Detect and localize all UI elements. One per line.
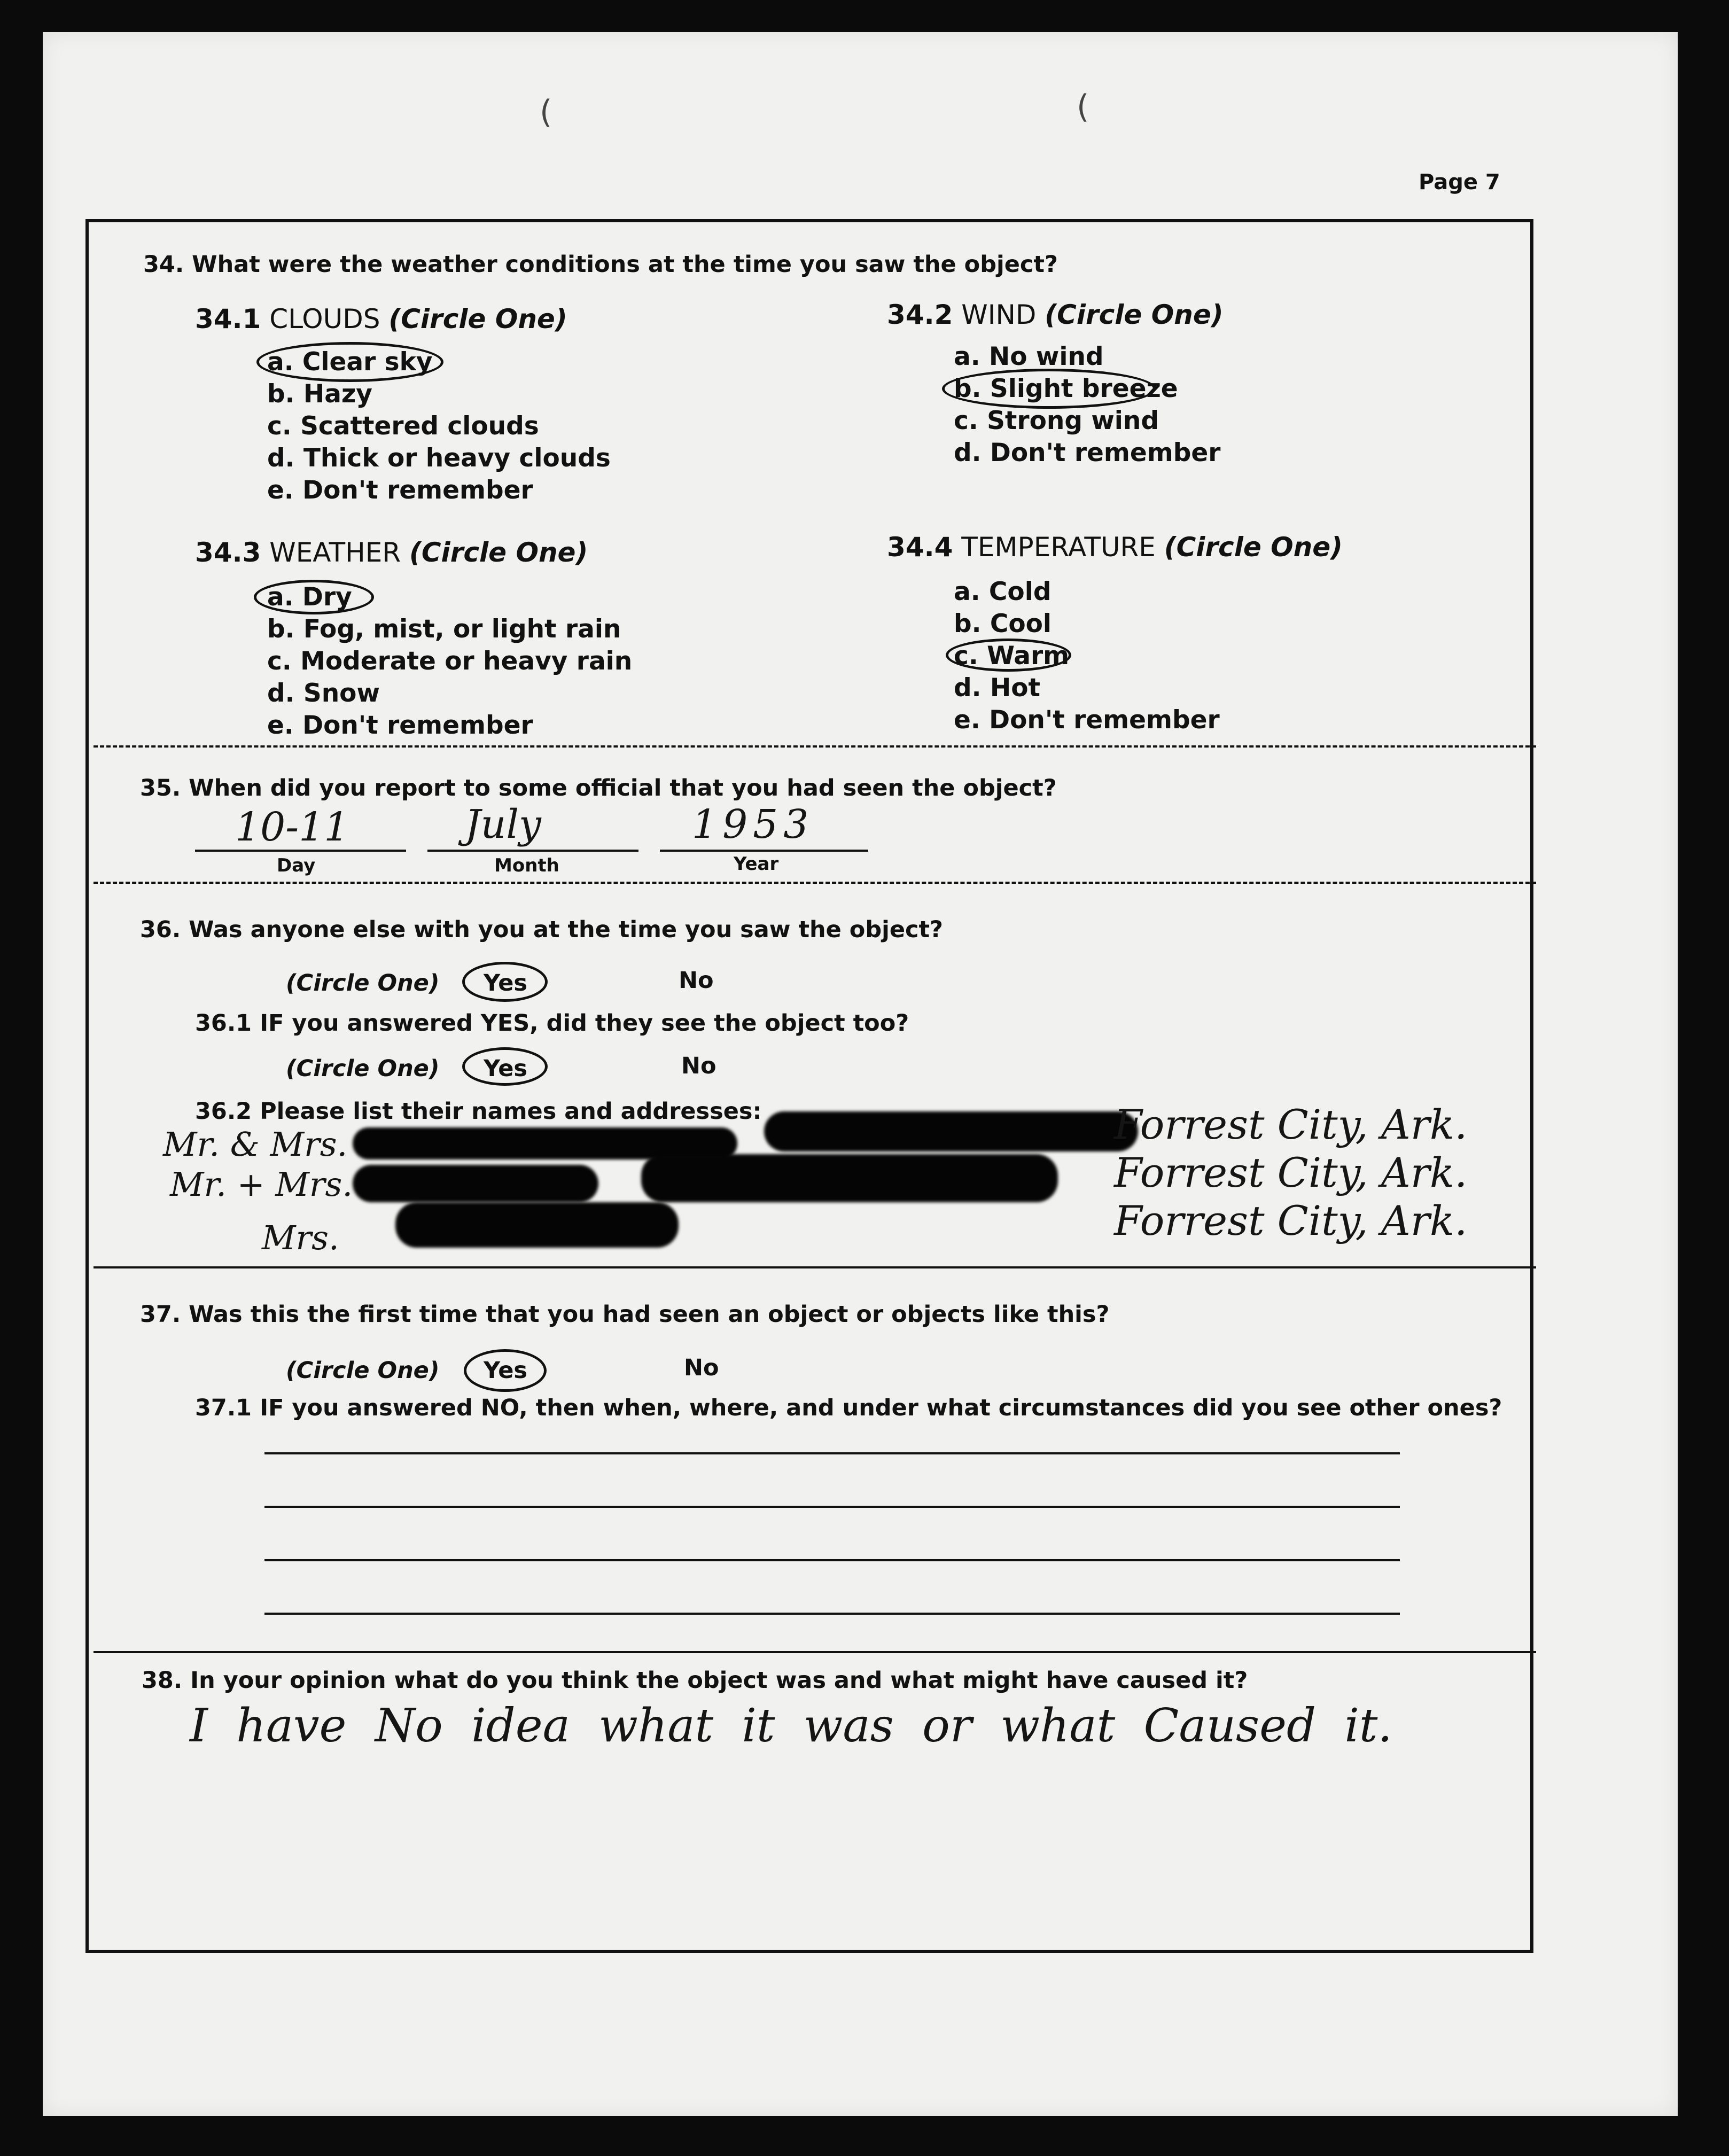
question-34: 34. What were the weather conditions at the time you saw the object? [143, 251, 1058, 278]
temperature-option-d[interactable]: d. Hot [954, 673, 1040, 703]
weather-heading [195, 537, 588, 568]
weather-title: WEATHER [269, 537, 401, 568]
companion-name-3: Mrs. [262, 1218, 339, 1257]
page-number: Page 7 [1419, 170, 1500, 194]
clouds-option-d[interactable]: d. Thick or heavy clouds [267, 443, 611, 473]
clouds-heading [195, 303, 567, 334]
temperature-heading [887, 532, 1343, 563]
q37-yes-option[interactable]: Yes [484, 1357, 527, 1384]
question-38: 38. In your opinion what do you think the object was and what might have caused it? [142, 1667, 1248, 1694]
companion-address-1: Forrest City, Ark. [1114, 1101, 1468, 1148]
companion-address-3: Forrest City, Ark. [1114, 1197, 1468, 1244]
weather-option-b[interactable]: b. Fog, mist, or light rain [267, 614, 621, 644]
companion-name-1: Mr. & Mrs. [163, 1125, 348, 1164]
weather-option-d[interactable]: d. Snow [267, 679, 380, 708]
q36-no-option[interactable]: No [679, 967, 714, 994]
question-37-1: 37.1 IF you answered NO, then when, where, and under what circumstances did you see other ones? [195, 1395, 1502, 1421]
month-label: Month [494, 855, 559, 876]
temperature-option-b[interactable]: b. Cool [954, 609, 1052, 639]
question-35: 35. When did you report to some official that you had seen the object? [140, 775, 1057, 801]
wind-option-b[interactable]: b. Slight breeze [954, 374, 1178, 403]
section-divider [94, 1651, 1536, 1653]
clouds-option-a[interactable]: a. Clear sky [267, 347, 433, 377]
report-year-value[interactable]: 1953 [692, 801, 814, 847]
wind-instruction: (Circle One) [1045, 299, 1224, 330]
q37-1-answer-line [264, 1559, 1400, 1561]
question-36: 36. Was anyone else with you at the time you saw the object? [140, 916, 944, 943]
report-day-value[interactable]: 10-11 [235, 804, 349, 850]
q37-no-option[interactable]: No [684, 1355, 719, 1381]
redaction-bar [395, 1202, 679, 1248]
report-month-value[interactable]: July [465, 801, 541, 847]
q37-1-answer-line [264, 1506, 1400, 1508]
redaction-bar [641, 1154, 1058, 1202]
question-36-2: 36.2 Please list their names and addresses: [195, 1098, 762, 1125]
clouds-option-e[interactable]: e. Don't remember [267, 476, 533, 505]
temperature-instruction: (Circle One) [1164, 532, 1343, 563]
section-divider [94, 745, 1536, 748]
q38-answer[interactable]: I have No idea what it was or what Caused it. [190, 1699, 1392, 1753]
question-37: 37. Was this the first time that you had seen an object or objects like this? [140, 1301, 1110, 1328]
day-line [195, 850, 406, 852]
wind-number: 34.2 [887, 299, 953, 330]
paper-mark: ( [1077, 88, 1089, 126]
temperature-option-a[interactable]: a. Cold [954, 577, 1052, 606]
wind-title: WIND [961, 299, 1037, 330]
q36-instruction: (Circle One) [286, 970, 440, 997]
section-divider [94, 882, 1536, 884]
q36-yes-option[interactable]: Yes [484, 970, 527, 997]
clouds-option-b[interactable]: b. Hazy [267, 379, 372, 409]
question-36-1: 36.1 IF you answered YES, did they see the object too? [195, 1010, 909, 1037]
q37-1-answer-line [264, 1613, 1400, 1615]
q37-1-answer-line [264, 1452, 1400, 1454]
month-line [427, 850, 638, 852]
redaction-bar [764, 1111, 1138, 1151]
wind-option-a[interactable]: a. No wind [954, 342, 1104, 371]
wind-option-c[interactable]: c. Strong wind [954, 406, 1159, 435]
clouds-title: CLOUDS [269, 303, 380, 334]
companion-name-2: Mr. + Mrs. [170, 1165, 353, 1204]
wind-heading [887, 299, 1224, 330]
companion-address-2: Forrest City, Ark. [1114, 1149, 1468, 1196]
weather-option-e[interactable]: e. Don't remember [267, 711, 533, 740]
weather-instruction: (Circle One) [409, 537, 588, 568]
day-label: Day [277, 855, 316, 876]
temperature-title: TEMPERATURE [961, 532, 1156, 563]
redaction-bar [353, 1165, 598, 1202]
section-divider [94, 1266, 1536, 1268]
weather-option-c[interactable]: c. Moderate or heavy rain [267, 647, 633, 676]
q36-1-no-option[interactable]: No [681, 1053, 716, 1079]
q36-1-instruction: (Circle One) [286, 1055, 440, 1082]
temperature-option-c[interactable]: c. Warm [954, 641, 1070, 671]
year-label: Year [734, 853, 779, 875]
clouds-instruction: (Circle One) [388, 303, 567, 334]
wind-option-d[interactable]: d. Don't remember [954, 438, 1221, 468]
q36-1-yes-option[interactable]: Yes [484, 1055, 527, 1082]
temperature-option-e[interactable]: e. Don't remember [954, 705, 1220, 735]
weather-number: 34.3 [195, 537, 261, 568]
clouds-number: 34.1 [195, 303, 261, 334]
weather-option-a[interactable]: a. Dry [267, 582, 352, 612]
temperature-number: 34.4 [887, 532, 953, 563]
paper-mark: ( [540, 94, 552, 131]
year-line [660, 850, 868, 852]
clouds-option-c[interactable]: c. Scattered clouds [267, 411, 539, 441]
q37-instruction: (Circle One) [286, 1357, 440, 1384]
